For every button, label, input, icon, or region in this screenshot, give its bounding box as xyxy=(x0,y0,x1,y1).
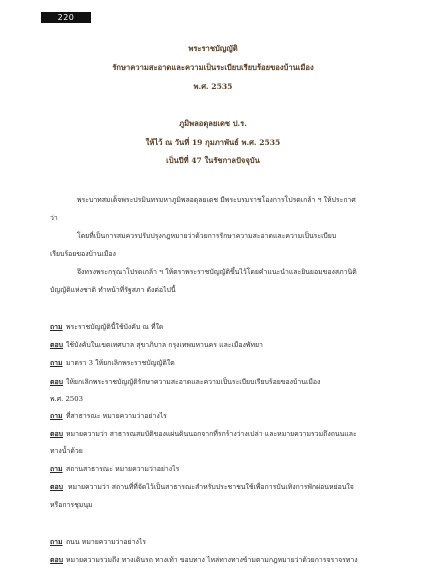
answer-5-line-1: หมายความรวมถึง ทางเดินรถ ทางเท้า ขอบทาง ไหล่ทางทางข้ามตามกฎหมายว่าด้วยการจราจรทาง xyxy=(66,556,358,564)
answer-marker: ตอบ xyxy=(50,378,63,386)
question-5: ถนน หมายความว่าอย่างไร xyxy=(66,538,146,546)
question-marker: ถาม xyxy=(50,465,63,473)
reign-year: เป็นปีที่ 47 ในรัชกาลปัจจุบัน xyxy=(166,156,260,165)
question-1: พระราชบัญญัตินี้ใช้บังคับ ณ ที่ใด xyxy=(66,323,164,331)
question-marker: ถาม xyxy=(50,323,63,331)
act-subtitle: รักษาความสะอาดและความเป็นระเบียบเรียบร้อยของบ้านเมือง xyxy=(112,63,314,72)
page-number: 220 xyxy=(41,12,91,23)
answer-1: ใช้บังคับในเขตเทศบาล สุขาภิบาล กรุงเทพมหานคร และเมืองพัทยา xyxy=(66,341,263,349)
answer-marker: ตอบ xyxy=(50,483,63,491)
answer-marker: ตอบ xyxy=(50,341,63,349)
preamble-line-3: โดยที่เป็นการสมควรปรับปรุงกฎหมายว่าด้วยการรักษาความสะอาดและความเป็นระเบียบ xyxy=(77,232,337,240)
preamble-line-4: เรียบร้อยของบ้านเมือง xyxy=(50,250,116,258)
preamble-line-2: ว่า xyxy=(50,214,58,222)
preamble-line-1: พระบาทสมเด็จพระปรมินทรมหาภูมิพลอดุลยเดช มีพระบรมราชโองการโปรดเกล้า ฯ ให้ประกาศ xyxy=(77,196,356,204)
question-4: สถานสาธารณะ หมายความว่าอย่างไร xyxy=(66,465,180,473)
royal-name: ภูมิพลอดุลยเดช ป.ร. xyxy=(179,119,247,128)
answer-4-line-2: หรือการชุมนุม xyxy=(50,501,93,509)
answer-3-line-2: ทางน้ำด้วย xyxy=(50,447,83,455)
answer-4-line-1: หมายความว่า สถานที่ที่จัดไว้เป็นสาธารณะสำหรับประชาชนใช้เพื่อการบันเทิงการพักผ่อนหย่อนใจ xyxy=(68,483,354,491)
answer-marker: ตอบ xyxy=(50,556,63,564)
preamble-line-6: บัญญัติแห่งชาติ ทำหน้าที่รัฐสภา ดังต่อไปนี้ xyxy=(50,286,176,294)
question-marker: ถาม xyxy=(50,538,63,546)
answer-2-line-2: พ.ศ. 2503 xyxy=(50,395,84,403)
answer-2-line-1: ให้ยกเลิกพระราชบัญญัติรักษาความสะอาดและความเป็นระเบียบเรียบร้อยของบ้านเมือง xyxy=(66,378,321,386)
question-marker: ถาม xyxy=(50,412,63,420)
question-3: ที่สาธารณะ หมายความว่าอย่างไร xyxy=(66,412,167,420)
question-marker: ถาม xyxy=(50,359,63,367)
question-2: มาตรา 3 ให้ยกเลิกพระราชบัญญัติใด xyxy=(66,359,175,367)
preamble-line-5: จึงทรงพระกรุณาโปรดเกล้า ฯ ให้ตราพระราชบัญญัติขึ้นไว้โดยคำแนะนำและยินยอมของสภานิติ xyxy=(77,268,357,276)
act-year: พ.ศ. 2535 xyxy=(193,82,233,91)
answer-3-line-1: หมายความว่า สาธารณสมบัติของแผ่นดินนอกจากที่รกร้างว่างเปล่า และหมายความรวมถึงถนนและ xyxy=(66,430,357,438)
act-title: พระราชบัญญัติ xyxy=(188,44,238,53)
given-date: ให้ไว้ ณ วันที่ 19 กุมภาพันธ์ พ.ศ. 2535 xyxy=(145,138,281,147)
answer-marker: ตอบ xyxy=(50,430,63,438)
